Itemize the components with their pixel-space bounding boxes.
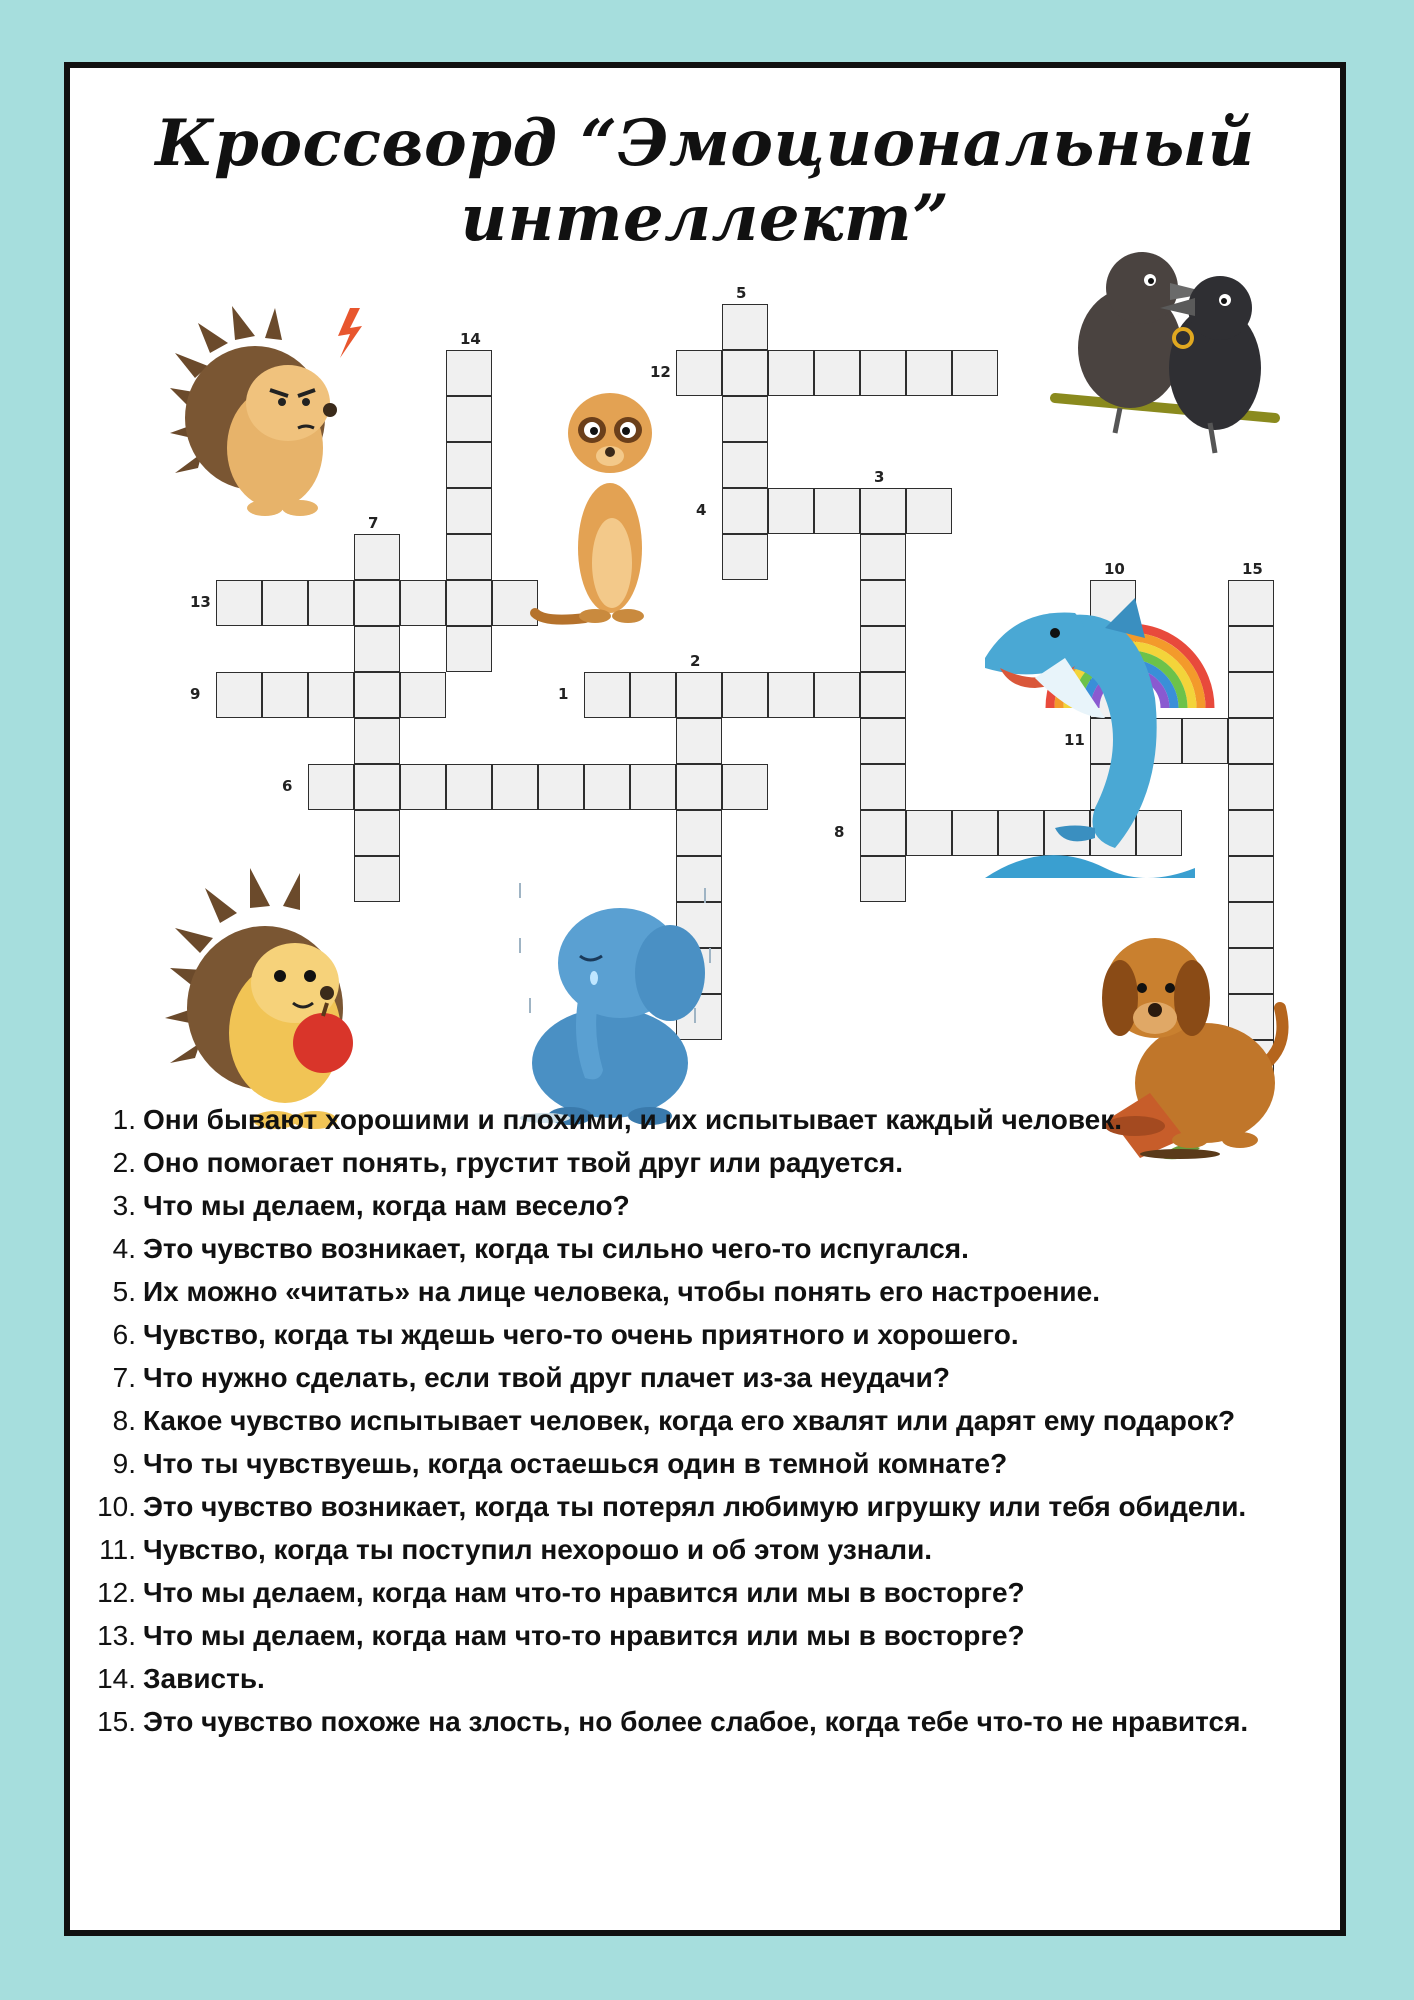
clue-number-label: 11	[1064, 731, 1085, 749]
crossword-cell[interactable]	[906, 810, 952, 856]
crossword-cell[interactable]	[722, 534, 768, 580]
clue-number-label: 7	[368, 514, 379, 532]
crossword-cell[interactable]	[814, 350, 860, 396]
clue-item: 3. Что мы делаем, когда нам весело?	[112, 1190, 630, 1221]
clue-number-label: 10	[1104, 560, 1125, 578]
clue-item: 14. Зависть.	[97, 1663, 265, 1694]
clue-text: Их можно «читать» на лице человека, чтобы понять его настроение.	[143, 1276, 1100, 1307]
crossword-cell[interactable]	[860, 856, 906, 902]
crossword-cell[interactable]	[860, 350, 906, 396]
clue-number-label: 1	[558, 685, 569, 703]
clue-item: 1. Они бывают хорошими и плохими, и их испытывает каждый человек.	[112, 1104, 1123, 1135]
clue-text: Зависть.	[143, 1663, 265, 1694]
crossword-cell[interactable]	[906, 488, 952, 534]
clue-text: Они бывают хорошими и плохими, и их испытывает каждый человек.	[143, 1104, 1123, 1135]
crossword-cell[interactable]	[860, 810, 906, 856]
crossword-cell[interactable]	[768, 672, 814, 718]
crossword-cell[interactable]	[446, 764, 492, 810]
clue-item: 15. Это чувство похоже на злость, но более слабое, когда тебе что-то не нравится.	[97, 1706, 1249, 1737]
crossword-cell[interactable]	[584, 764, 630, 810]
crossword-cell[interactable]	[354, 764, 400, 810]
clue-number-label: 13	[190, 593, 211, 611]
clue-item: 6. Чувство, когда ты ждешь чего-то очень приятного и хорошего.	[112, 1319, 1019, 1350]
crossword-cell[interactable]	[860, 672, 906, 718]
crossword-cell[interactable]	[354, 718, 400, 764]
crossword-cell[interactable]	[216, 672, 262, 718]
crossword-cell[interactable]	[492, 764, 538, 810]
worksheet-page	[64, 62, 1346, 1936]
crossword-cell[interactable]	[446, 534, 492, 580]
clue-text: Что мы делаем, когда нам что-то нравится или мы в восторге?	[143, 1620, 1025, 1651]
crossword-cell[interactable]	[308, 764, 354, 810]
clue-item: 12. Что мы делаем, когда нам что-то нравится или мы в восторге?	[97, 1577, 1025, 1608]
clue-item: 10. Это чувство возникает, когда ты потерял любимую игрушку или тебя обидели.	[97, 1491, 1247, 1522]
crying-elephant-icon	[510, 878, 720, 1128]
clue-text: Что мы делаем, когда нам что-то нравится или мы в восторге?	[143, 1577, 1025, 1608]
crossword-cell[interactable]	[400, 764, 446, 810]
crossword-cell[interactable]	[860, 488, 906, 534]
crossword-cell[interactable]	[1228, 856, 1274, 902]
clue-text: Какое чувство испытывает человек, когда его хвалят или дарят ему подарок?	[143, 1405, 1236, 1436]
clue-text: Что нужно сделать, если твой друг плачет из-за неудачи?	[143, 1362, 950, 1393]
crossword-cell[interactable]	[722, 442, 768, 488]
crossword-cell[interactable]	[308, 580, 354, 626]
crossword-cell[interactable]	[354, 534, 400, 580]
crossword-cell[interactable]	[630, 672, 676, 718]
clue-number-label: 5	[736, 284, 747, 302]
crossword-cell[interactable]	[814, 672, 860, 718]
clue-item: 5. Их можно «читать» на лице человека, чтобы понять его настроение.	[112, 1276, 1100, 1307]
clue-list	[70, 1098, 1340, 1743]
clue-item: 9. Что ты чувствуешь, когда остаешься один в темной комнате?	[112, 1448, 1008, 1479]
clue-item: 4. Это чувство возникает, когда ты сильно чего-то испугался.	[112, 1233, 969, 1264]
crossword-cell[interactable]	[860, 718, 906, 764]
clue-item: 7. Что нужно сделать, если твой друг плачет из-за неудачи?	[112, 1362, 950, 1393]
kissing-crows-icon	[1050, 238, 1280, 488]
crossword-cell[interactable]	[722, 350, 768, 396]
crossword-cell[interactable]	[538, 764, 584, 810]
crossword-cell[interactable]	[860, 534, 906, 580]
crossword-cell[interactable]	[446, 580, 492, 626]
clue-text: Что мы делаем, когда нам весело?	[143, 1190, 630, 1221]
crossword-cell[interactable]	[1228, 626, 1274, 672]
crossword-cell[interactable]	[1228, 718, 1274, 764]
clue-text: Это чувство возникает, когда ты сильно чего-то испугался.	[143, 1233, 969, 1264]
crossword-cell[interactable]	[1228, 672, 1274, 718]
angry-hedgehog-icon	[170, 298, 370, 528]
crossword-cell[interactable]	[262, 672, 308, 718]
crossword-cell[interactable]	[722, 672, 768, 718]
page-title: Кроссворд “Эмоциональный интеллект”	[155, 106, 1255, 256]
crossword-cell[interactable]	[676, 810, 722, 856]
clue-number-label: 4	[696, 501, 707, 519]
crossword-cell[interactable]	[446, 626, 492, 672]
crossword-cell[interactable]	[860, 580, 906, 626]
clue-item: 2. Оно помогает понять, грустит твой друг или радуется.	[112, 1147, 904, 1178]
crossword-cell[interactable]	[814, 488, 860, 534]
crossword-cell[interactable]	[860, 626, 906, 672]
crossword-cell[interactable]	[722, 396, 768, 442]
crossword-cell[interactable]	[262, 580, 308, 626]
crossword-cell[interactable]	[722, 304, 768, 350]
clue-number-label: 3	[874, 468, 885, 486]
happy-dolphin-icon	[975, 588, 1205, 888]
crossword-cell[interactable]	[676, 672, 722, 718]
clue-item: 11. Чувство, когда ты поступил нехорошо и об этом узнали.	[99, 1534, 933, 1565]
clue-number-label: 9	[190, 685, 201, 703]
crossword-cell[interactable]	[768, 488, 814, 534]
crossword-cell[interactable]	[676, 718, 722, 764]
crossword-cell[interactable]	[216, 580, 262, 626]
crossword-cell[interactable]	[952, 350, 998, 396]
clue-text: Это чувство возникает, когда ты потерял любимую игрушку или тебя обидели.	[143, 1491, 1247, 1522]
crossword-cell[interactable]	[354, 810, 400, 856]
meerkat-icon	[530, 378, 690, 638]
crossword-cell[interactable]	[354, 672, 400, 718]
crossword-cell[interactable]	[400, 580, 446, 626]
crossword-cell[interactable]	[722, 764, 768, 810]
clue-number-label: 6	[282, 777, 293, 795]
crossword-cell[interactable]	[722, 488, 768, 534]
crossword-cell[interactable]	[354, 580, 400, 626]
crossword-cell[interactable]	[906, 350, 952, 396]
clue-text: Чувство, когда ты ждешь чего-то очень приятного и хорошего.	[143, 1319, 1019, 1350]
crossword-cell[interactable]	[446, 442, 492, 488]
clue-number-label: 12	[650, 363, 671, 381]
clue-text: Что ты чувствуешь, когда остаешься один в темной комнате?	[143, 1448, 1008, 1479]
crossword-cell[interactable]	[1228, 764, 1274, 810]
crossword-cell[interactable]	[446, 488, 492, 534]
crossword-cell[interactable]	[308, 672, 354, 718]
crossword-cell[interactable]	[584, 672, 630, 718]
crossword-cell[interactable]	[446, 396, 492, 442]
clue-item: 8. Какое чувство испытывает человек, когда его хвалят или дарят ему подарок?	[112, 1405, 1236, 1436]
clue-number-label: 2	[690, 652, 701, 670]
crossword-cell[interactable]	[860, 764, 906, 810]
crossword-cell[interactable]	[768, 350, 814, 396]
clue-number-label: 8	[834, 823, 845, 841]
crossword-cell[interactable]	[1228, 580, 1274, 626]
crossword-cell[interactable]	[400, 672, 446, 718]
clue-text: Чувство, когда ты поступил нехорошо и об этом узнали.	[143, 1534, 933, 1565]
crossword-cell[interactable]	[446, 350, 492, 396]
crossword-cell[interactable]	[630, 764, 676, 810]
clue-number-label: 14	[460, 330, 481, 348]
clue-number-label: 15	[1242, 560, 1263, 578]
clue-text: Оно помогает понять, грустит твой друг или радуется.	[143, 1147, 904, 1178]
clue-item: 13. Что мы делаем, когда нам что-то нравится или мы в восторге?	[97, 1620, 1025, 1651]
clue-text: Это чувство похоже на злость, но более слабое, когда тебе что-то не нравится.	[143, 1706, 1249, 1737]
crossword-cell[interactable]	[1228, 810, 1274, 856]
crossword-cell[interactable]	[676, 764, 722, 810]
crossword-cell[interactable]	[354, 626, 400, 672]
